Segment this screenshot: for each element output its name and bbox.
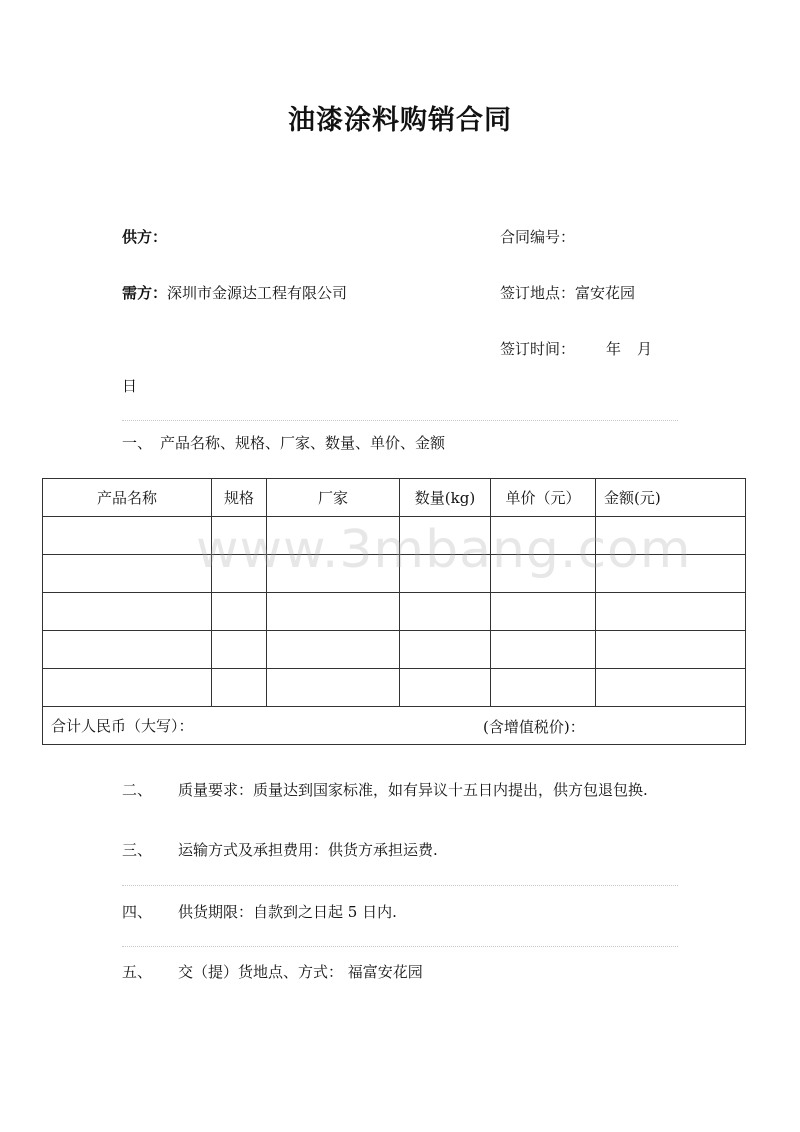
total-cell: [43, 707, 746, 745]
table-cell[interactable]: [596, 517, 746, 555]
watermark: www.3mbang.com: [196, 520, 692, 580]
header-manufacturer: 厂家: [267, 479, 400, 517]
sign-place-value: 富安花园: [575, 284, 636, 302]
table-cell[interactable]: [400, 669, 491, 707]
table-cell[interactable]: [212, 669, 267, 707]
table-cell[interactable]: [267, 593, 400, 631]
sign-time-day: 日: [122, 377, 138, 395]
table-cell[interactable]: [43, 555, 212, 593]
supplier-label: 供方：: [122, 228, 168, 246]
header-spec: 规格: [212, 479, 267, 517]
table-cell[interactable]: [596, 555, 746, 593]
table-cell[interactable]: [43, 669, 212, 707]
product-table: [42, 478, 746, 745]
table-cell[interactable]: [43, 631, 212, 669]
table-cell[interactable]: [400, 631, 491, 669]
section-2-number: 二、: [122, 781, 153, 799]
section-2-text: 质量要求：质量达到国家标准，如有异议十五日内提出，供方包退包换.: [178, 781, 648, 799]
section-4-number: 四、: [122, 903, 153, 921]
table-cell[interactable]: [400, 555, 491, 593]
header-unit-price: 单价（元）: [491, 479, 596, 517]
table-cell[interactable]: [43, 593, 212, 631]
table-row: [43, 631, 746, 669]
table-row: [43, 593, 746, 631]
table-cell[interactable]: [267, 631, 400, 669]
table-cell[interactable]: [267, 669, 400, 707]
buyer-value: 深圳市金源达工程有限公司: [167, 284, 348, 302]
table-cell[interactable]: [267, 555, 400, 593]
table-cell[interactable]: [491, 555, 596, 593]
table-cell[interactable]: [491, 593, 596, 631]
sign-time-label: 签订时间：: [500, 340, 576, 358]
table-cell[interactable]: [212, 555, 267, 593]
contract-number-label: 合同编号：: [500, 228, 576, 246]
table-total-row: [43, 707, 746, 745]
table-cell[interactable]: [400, 517, 491, 555]
header-quantity: 数量(kg): [400, 479, 491, 517]
header-product-name: 产品名称: [43, 479, 212, 517]
divider: [122, 420, 678, 421]
section-3-text: 运输方式及承担费用：供货方承担运费.: [178, 841, 438, 859]
table-cell[interactable]: [212, 593, 267, 631]
section-3-number: 三、: [122, 841, 153, 859]
table-cell[interactable]: [212, 517, 267, 555]
divider: [122, 946, 678, 947]
table-cell[interactable]: [596, 593, 746, 631]
divider: [122, 885, 678, 886]
sign-place-line: [500, 282, 635, 303]
page-title: 油漆涂料购销合同: [288, 105, 512, 136]
sign-time-year: 年: [606, 340, 622, 358]
table-header-row: [43, 479, 746, 517]
table-row: [43, 669, 746, 707]
table-cell[interactable]: [596, 631, 746, 669]
buyer-line: [122, 282, 347, 303]
section-5-number: 五、: [122, 963, 153, 981]
table-cell[interactable]: [400, 593, 491, 631]
table-cell[interactable]: [212, 631, 267, 669]
sign-place-label: 签订地点：: [500, 284, 576, 302]
supplier-line: [122, 226, 167, 247]
table-cell[interactable]: [267, 517, 400, 555]
table-row: [43, 555, 746, 593]
table-cell[interactable]: [596, 669, 746, 707]
table-row: [43, 517, 746, 555]
table-cell[interactable]: [43, 517, 212, 555]
sign-time-month: 月: [637, 340, 653, 358]
buyer-label: 需方：: [122, 284, 168, 302]
section-4-text: 供货期限：自款到之日起 5 日内.: [178, 903, 397, 921]
section-1-number: 一、: [122, 434, 153, 452]
section-5-text: 交（提）货地点、方式： 福富安花园: [178, 963, 423, 981]
header-amount: 金额(元): [596, 479, 746, 517]
table-cell[interactable]: [491, 517, 596, 555]
section-1-text: 产品名称、规格、厂家、数量、单价、金额: [160, 434, 446, 452]
tax-note: (含增值税价)：: [483, 718, 585, 736]
table-cell[interactable]: [491, 669, 596, 707]
table-cell[interactable]: [491, 631, 596, 669]
total-label: 合计人民币（大写）：: [51, 717, 194, 735]
